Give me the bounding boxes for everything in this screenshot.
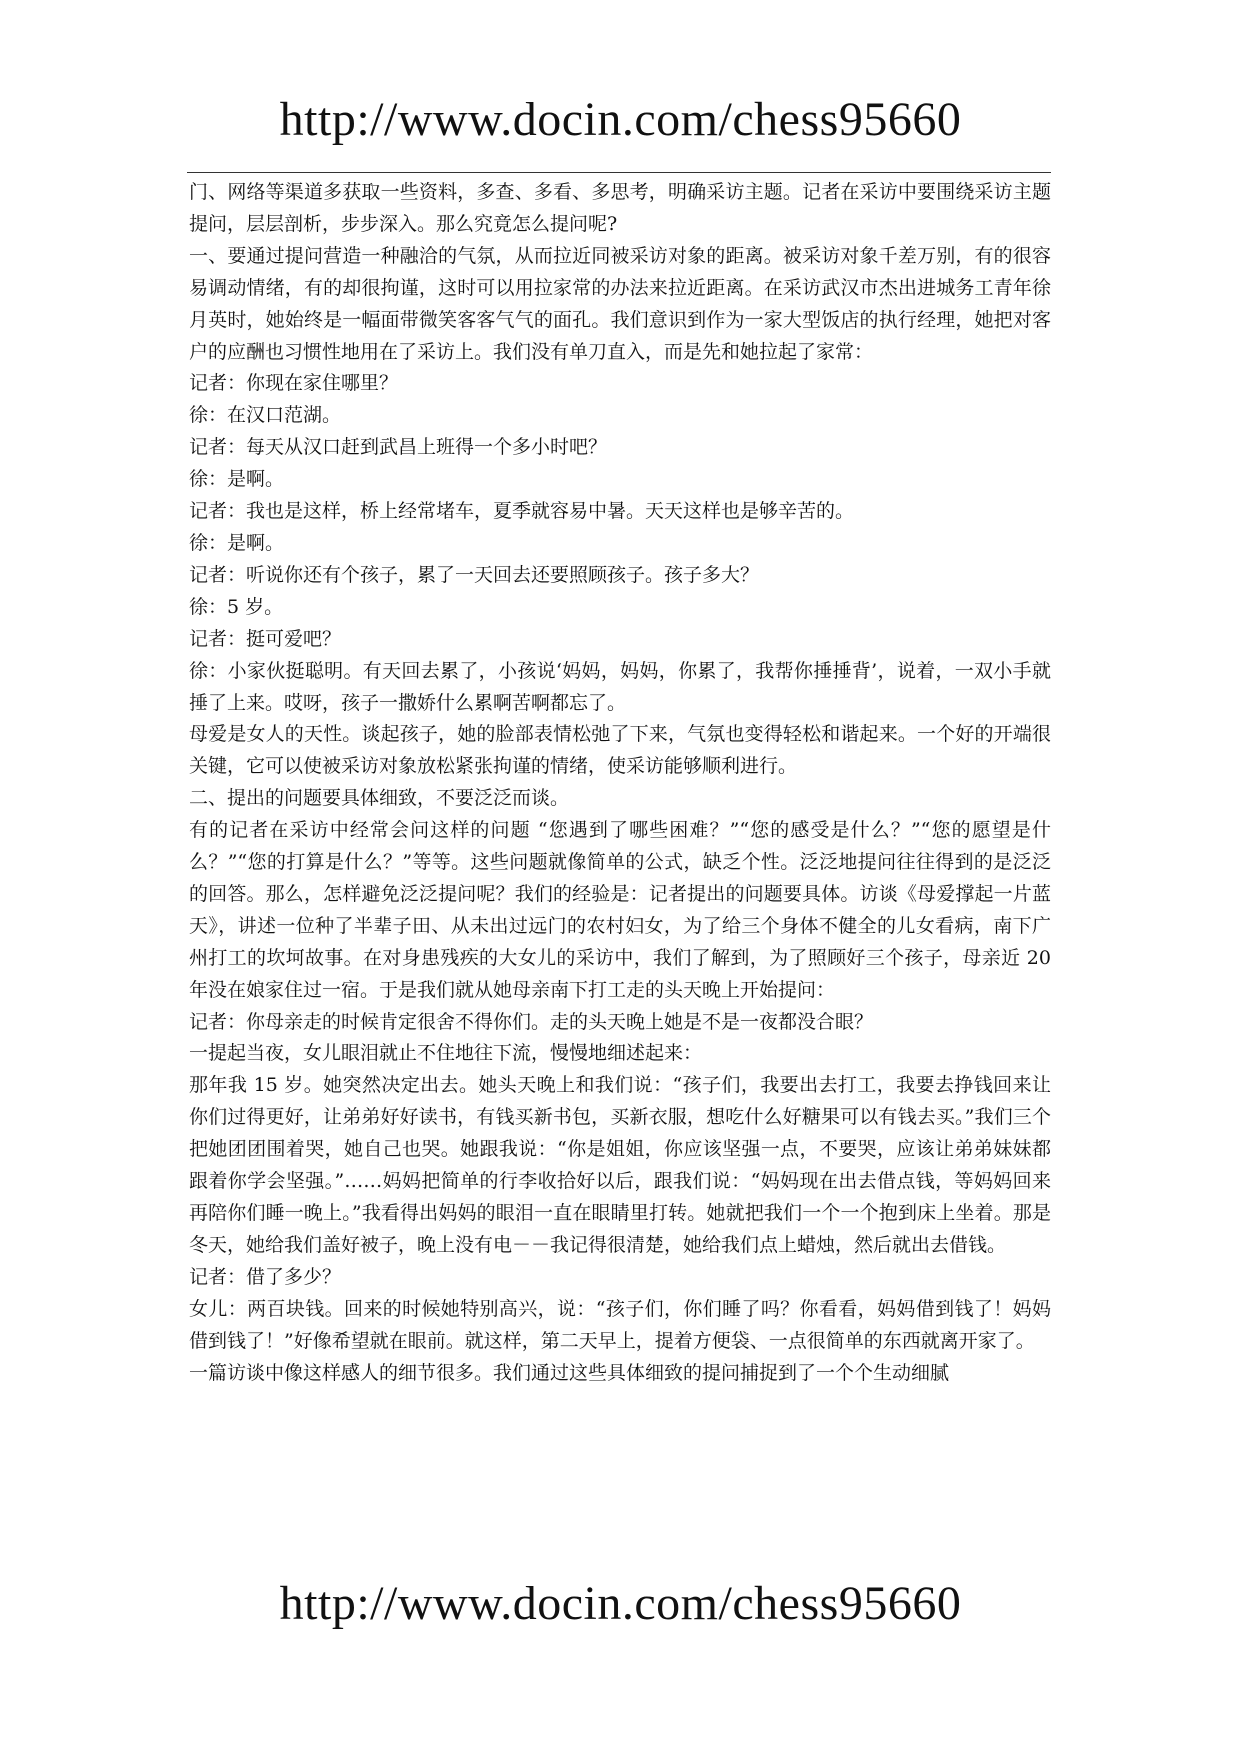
footer-url: http://www.docin.com/chess95660 xyxy=(279,1577,962,1630)
dialogue-line: 徐：是啊。 xyxy=(189,468,285,491)
paragraph: 那年我 15 岁。她突然决定出去。她头天晚上和我们说：“孩子们，我要出去打工，我要去挣钱回来让你们过得更好，让弟弟好好读书，有钱买新书包，买新衣服，想吃什么好糖果可以有钱去买。”我们三个把她团团围着哭，她自己也哭。她跟我说：“你是姐姐，你应该坚强一点，不要哭，应该让弟弟妹妹都跟着你学会坚强。”……妈妈把简单的行李收拾好以后，跟我们说：“妈妈现在出去借点钱，等妈妈回来再陪你们睡一晚上。”我看得出妈妈的眼泪一直在眼睛里打转。她就把我们一个一个抱到床上坐着。那是冬天，她给我们盖好被子，晚上没有电－－我记得很清楚，她给我们点上蜡烛，然后就出去借钱。 xyxy=(189,1074,1051,1256)
paragraph: 一提起当夜，女儿眼泪就止不住地往下流，慢慢地细述起来： xyxy=(189,1042,703,1065)
dialogue-line: 记者：听说你还有个孩子，累了一天回去还要照顾孩子。孩子多大？ xyxy=(189,563,760,586)
paragraph: 一、要通过提问营造一种融洽的气氛，从而拉近同被采访对象的距离。被采访对象千差万别，有的很容易调动情绪，有的却很拘谨，这时可以用拉家常的办法来拉近距离。在采访武汉市杰出进城务工青年徐月英时，她始终是一幅面带微笑客客气气的面孔。我们意识到作为一家大型饭店的执行经理，她把对客户的应酬也习惯性地用在了采访上。我们没有单刀直入，而是先和她拉起了家常： xyxy=(189,244,1051,363)
dialogue-line: 记者：每天从汉口赶到武昌上班得一个多小时吧？ xyxy=(189,436,608,459)
dialogue-line: 女儿：两百块钱。回来的时候她特别高兴，说：“孩子们，你们睡了吗？你看看，妈妈借到钱了！妈妈借到钱了！”好像希望就在眼前。就这样，第二天早上，提着方便袋、一点很简单的东西就离开家了。 xyxy=(189,1297,1051,1352)
dialogue-line: 记者：借了多少？ xyxy=(189,1265,342,1288)
paragraph: 门、网络等渠道多获取一些资料，多查、多看、多思考，明确采访主题。记者在采访中要围绕采访主题提问，层层剖析，步步深入。那么究竟怎么提问呢? xyxy=(189,181,1051,235)
dialogue-line: 记者：你现在家住哪里？ xyxy=(189,372,399,395)
dialogue-line: 徐：小家伙挺聪明。有天回去累了，小孩说‘妈妈，妈妈，你累了，我帮你捶捶背’，说着，一双小手就捶了上来。哎呀，孩子一撒娇什么累啊苦啊都忘了。 xyxy=(189,659,1051,714)
header-divider xyxy=(187,172,1051,173)
body-text xyxy=(189,177,1051,1389)
dialogue-line: 徐：5 岁。 xyxy=(189,595,284,618)
section-heading: 二、提出的问题要具体细致，不要泛泛而谈。 xyxy=(189,787,570,810)
header-url: http://www.docin.com/chess95660 xyxy=(279,93,962,146)
dialogue-line: 记者：你母亲走的时候肯定很舍不得你们。走的头天晚上她是不是一夜都没合眼？ xyxy=(189,1010,874,1033)
paragraph: 一篇访谈中像这样感人的细节很多。我们通过这些具体细致的提问捕捉到了一个个生动细腻 xyxy=(189,1361,950,1384)
dialogue-line: 徐：在汉口范湖。 xyxy=(189,404,342,427)
dialogue-line: 徐：是啊。 xyxy=(189,531,285,554)
paragraph: 母爱是女人的天性。谈起孩子，她的脸部表情松弛了下来，气氛也变得轻松和谐起来。一个好的开端很关键，它可以使被采访对象放松紧张拘谨的情绪，使采访能够顺利进行。 xyxy=(189,723,1051,778)
dialogue-line: 记者：挺可爱吧？ xyxy=(189,627,342,650)
dialogue-line: 记者：我也是这样，桥上经常堵车，夏季就容易中暑。天天这样也是够辛苦的。 xyxy=(189,500,855,523)
paragraph: 有的记者在采访中经常会问这样的问题 “您遇到了哪些困难？”“您的感受是什么？”“您的愿望是什么？”“您的打算是什么？”等等。这些问题就像简单的公式，缺乏个性。泛泛地提问往往得到的是泛泛的回答。那么，怎样避免泛泛提问呢？我们的经验是：记者提出的问题要具体。访谈《母爱撑起一片蓝天》，讲述一位种了半辈子田、从未出过远门的农村妇女，为了给三个身体不健全的儿女看病，南下广州打工的坎坷故事。在对身患残疾的大女儿的采访中，我们了解到，为了照顾好三个孩子，母亲近 20 年没在娘家住过一宿。于是我们就从她母亲南下打工走的头天晚上开始提问： xyxy=(189,819,1051,1001)
